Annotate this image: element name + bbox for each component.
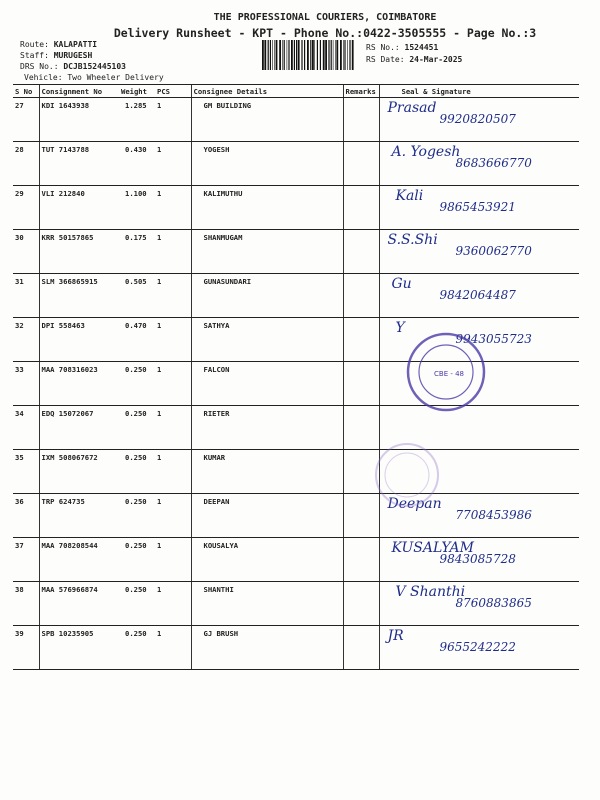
cell-signature — [379, 98, 579, 142]
col-header-weight: Weight — [119, 85, 155, 98]
barcode-bar — [323, 40, 325, 70]
cell-consignment: SLM 366865915 — [39, 274, 119, 318]
col-header-remarks: Remarks — [343, 85, 379, 98]
barcode-bar — [314, 40, 315, 70]
handwritten-phone: 9865453921 — [439, 200, 516, 214]
cell-weight: 0.430 — [119, 142, 155, 186]
barcode-bar — [272, 40, 273, 70]
handwritten-phone: 8760883865 — [455, 596, 532, 610]
barcode-bar — [294, 40, 295, 70]
cell-sno: 38 — [13, 582, 39, 626]
drs-line — [20, 62, 126, 71]
runsheet-title: Delivery Runsheet - KPT - Phone No.:0422-3505555 - Page No.:3 — [113, 26, 537, 40]
barcode-bar — [347, 40, 348, 70]
cell-sno: 39 — [13, 626, 39, 670]
rs-no-line — [366, 43, 438, 52]
staff-line — [20, 51, 92, 60]
barcode-bar — [328, 40, 329, 70]
cell-pcs: 1 — [155, 186, 191, 230]
cell-weight: 0.250 — [119, 582, 155, 626]
handwritten-signature: KUSALYAM — [391, 540, 474, 556]
handwritten-phone: 9842064487 — [439, 288, 516, 302]
vehicle-label: Vehicle: — [24, 73, 63, 82]
table-row — [13, 274, 579, 318]
table-row — [13, 494, 579, 538]
barcode-bar — [340, 40, 342, 70]
cell-consignment: SPB 10235905 — [39, 626, 119, 670]
barcode-bar — [304, 40, 305, 70]
cell-weight: 0.470 — [119, 318, 155, 362]
handwritten-phone: 9843085728 — [439, 552, 516, 566]
cell-weight: 0.250 — [119, 494, 155, 538]
round-seal-stamp — [404, 330, 488, 414]
staff-label: Staff: — [20, 51, 49, 60]
cell-consignment: IXM 508067672 — [39, 450, 119, 494]
table-row — [13, 318, 579, 362]
cell-sno: 36 — [13, 494, 39, 538]
cell-weight: 0.250 — [119, 406, 155, 450]
barcode-bar — [333, 40, 334, 70]
rs-date-label: RS Date: — [366, 55, 405, 64]
barcode-bar — [344, 40, 345, 70]
barcode-bar — [279, 40, 281, 70]
cell-remarks — [343, 230, 379, 274]
cell-signature — [379, 142, 579, 186]
cell-consignee: KALIMUTHU — [191, 186, 343, 230]
barcode-bar — [282, 40, 283, 70]
cell-consignee: SHANMUGAM — [191, 230, 343, 274]
cell-pcs: 1 — [155, 406, 191, 450]
cell-weight: 0.250 — [119, 450, 155, 494]
barcode-bar — [287, 40, 288, 70]
barcode-bar — [336, 40, 338, 70]
cell-pcs: 1 — [155, 538, 191, 582]
cell-remarks — [343, 362, 379, 406]
cell-sno: 29 — [13, 186, 39, 230]
table-row — [13, 406, 579, 450]
cell-consignee: GJ BRUSH — [191, 626, 343, 670]
handwritten-signature: JR — [387, 628, 404, 644]
barcode-bar — [264, 40, 266, 70]
handwritten-signature: Kali — [395, 188, 424, 204]
barcode-bar — [274, 40, 275, 70]
cell-sno: 34 — [13, 406, 39, 450]
handwritten-signature: Gu — [391, 276, 412, 292]
stamp-text: CBE - 48 — [434, 370, 464, 378]
cell-remarks — [343, 626, 379, 670]
cell-signature — [379, 626, 579, 670]
handwritten-signature: Deepan — [387, 496, 442, 512]
barcode-bar — [350, 40, 351, 70]
barcode-bar — [320, 40, 321, 70]
route-line — [20, 40, 97, 49]
barcode-bar — [268, 40, 269, 70]
cell-remarks — [343, 186, 379, 230]
cell-pcs: 1 — [155, 274, 191, 318]
col-header-sno: S No — [13, 85, 39, 98]
cell-consignee: SATHYA — [191, 318, 343, 362]
barcode-image — [262, 40, 354, 70]
round-seal-stamp-faint — [372, 440, 442, 510]
handwritten-phone: 9655242222 — [439, 640, 516, 654]
cell-consignee: KOUSALYA — [191, 538, 343, 582]
handwritten-signature: A. Yogesh — [391, 144, 461, 160]
handwritten-signature: V Shanthi — [395, 584, 466, 600]
cell-remarks — [343, 142, 379, 186]
barcode-bar — [301, 40, 302, 70]
handwritten-phone: 9943055723 — [455, 332, 532, 346]
cell-consignee: DEEPAN — [191, 494, 343, 538]
cell-pcs: 1 — [155, 318, 191, 362]
rs-date-value: 24-Mar-2025 — [409, 55, 463, 64]
cell-consignment: TUT 7143788 — [39, 142, 119, 186]
handwritten-signature: Y — [395, 320, 405, 336]
cell-sno: 32 — [13, 318, 39, 362]
rs-date-line — [366, 55, 462, 64]
barcode-bar — [288, 40, 289, 70]
vehicle-line — [24, 73, 164, 82]
cell-consignee: RIETER — [191, 406, 343, 450]
handwritten-phone: 8683666770 — [455, 156, 532, 170]
barcode-bar — [296, 40, 297, 70]
cell-pcs: 1 — [155, 362, 191, 406]
cell-remarks — [343, 582, 379, 626]
cell-sno: 28 — [13, 142, 39, 186]
col-header-consignment: Consignment No — [39, 85, 119, 98]
cell-pcs: 1 — [155, 230, 191, 274]
barcode-bar — [270, 40, 271, 70]
col-header-seal-signature: Seal & Signature — [379, 85, 579, 98]
cell-sno: 35 — [13, 450, 39, 494]
cell-consignee: YOGESH — [191, 142, 343, 186]
cell-consignment: DPI 558463 — [39, 318, 119, 362]
cell-remarks — [343, 98, 379, 142]
cell-sno: 27 — [13, 98, 39, 142]
cell-pcs: 1 — [155, 450, 191, 494]
table-row — [13, 142, 579, 186]
cell-signature — [379, 538, 579, 582]
cell-consignment: EDQ 15072067 — [39, 406, 119, 450]
route-label: Route: — [20, 40, 49, 49]
table-header-row — [13, 85, 579, 98]
cell-sno: 33 — [13, 362, 39, 406]
cell-consignee: FALCON — [191, 362, 343, 406]
handwritten-phone: 9920820507 — [439, 112, 516, 126]
barcode-bar — [331, 40, 332, 70]
table-row — [13, 582, 579, 626]
cell-signature — [379, 582, 579, 626]
barcode-bar — [317, 40, 318, 70]
runsheet-table — [13, 84, 579, 670]
cell-consignment: MAA 708316023 — [39, 362, 119, 406]
cell-consignee: GUNASUNDARI — [191, 274, 343, 318]
table-row — [13, 98, 579, 142]
vehicle-value: Two Wheeler Delivery — [67, 73, 164, 82]
cell-remarks — [343, 318, 379, 362]
cell-pcs: 1 — [155, 582, 191, 626]
cell-consignment: MAA 576966874 — [39, 582, 119, 626]
barcode-bar — [298, 40, 300, 70]
table-row — [13, 230, 579, 274]
handwritten-signature: Prasad — [387, 100, 437, 116]
barcode-bar — [352, 40, 354, 70]
cell-consignment: KDI 1643938 — [39, 98, 119, 142]
cell-weight: 0.175 — [119, 230, 155, 274]
barcode-bar — [310, 40, 311, 70]
cell-sno: 37 — [13, 538, 39, 582]
drs-label: DRS No.: — [20, 62, 59, 71]
route-value: KALAPATTI — [53, 40, 98, 49]
handwritten-phone: 7708453986 — [455, 508, 532, 522]
rs-no-label: RS No.: — [366, 43, 400, 52]
cell-sno: 30 — [13, 230, 39, 274]
cell-signature — [379, 274, 579, 318]
company-name: THE PROFESSIONAL COURIERS, COIMBATORE — [213, 12, 437, 23]
cell-signature — [379, 230, 579, 274]
cell-consignment: KRR 50157865 — [39, 230, 119, 274]
cell-weight: 1.285 — [119, 98, 155, 142]
cell-sno: 31 — [13, 274, 39, 318]
cell-weight: 0.250 — [119, 626, 155, 670]
cell-consignment: TRP 624735 — [39, 494, 119, 538]
barcode-bar — [284, 40, 285, 70]
rs-no-value: 1524451 — [404, 43, 439, 52]
cell-consignee: GM BUILDING — [191, 98, 343, 142]
cell-consignment: MAA 708208544 — [39, 538, 119, 582]
cell-pcs: 1 — [155, 142, 191, 186]
barcode-bar — [325, 40, 327, 70]
table-row — [13, 538, 579, 582]
cell-signature — [379, 186, 579, 230]
barcode-bar — [335, 40, 336, 70]
barcode-bar — [312, 40, 314, 70]
cell-pcs: 1 — [155, 626, 191, 670]
cell-pcs: 1 — [155, 98, 191, 142]
cell-consignment: VLI 212840 — [39, 186, 119, 230]
cell-weight: 0.505 — [119, 274, 155, 318]
cell-remarks — [343, 538, 379, 582]
cell-weight: 1.100 — [119, 186, 155, 230]
barcode-bar — [289, 40, 290, 70]
table-row — [13, 186, 579, 230]
barcode-bar — [343, 40, 344, 70]
handwritten-signature: S.S.Shi — [387, 232, 438, 248]
table-row — [13, 362, 579, 406]
barcode-bar — [276, 40, 278, 70]
table-row — [13, 626, 579, 670]
cell-remarks — [343, 274, 379, 318]
cell-consignee: SHANTHI — [191, 582, 343, 626]
col-header-consignee: Consignee Details — [191, 85, 343, 98]
handwritten-phone: 9360062770 — [455, 244, 532, 258]
barcode-bar — [349, 40, 350, 70]
cell-weight: 0.250 — [119, 538, 155, 582]
cell-consignee: KUMAR — [191, 450, 343, 494]
staff-value: MURUGESH — [53, 51, 93, 60]
barcode-bar — [262, 40, 264, 70]
barcode-bar — [291, 40, 293, 70]
barcode-bar — [307, 40, 309, 70]
col-header-pcs: PCS — [155, 85, 191, 98]
cell-weight: 0.250 — [119, 362, 155, 406]
cell-pcs: 1 — [155, 494, 191, 538]
table-row — [13, 450, 579, 494]
drs-value: DCJB152445103 — [63, 62, 126, 71]
